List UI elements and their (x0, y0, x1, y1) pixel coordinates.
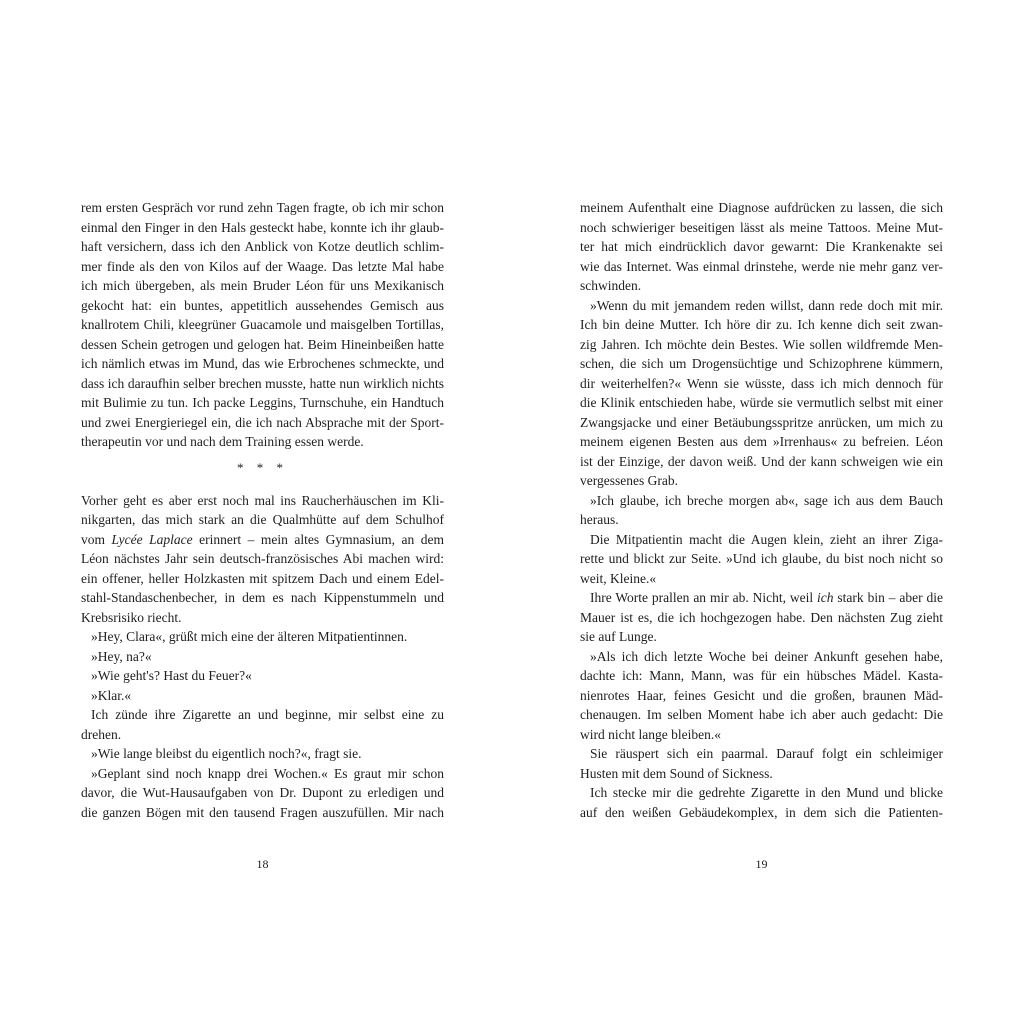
text-line: schwinden. (580, 278, 642, 293)
text-segment: stark bin – aber die (833, 590, 943, 605)
text-line: und zwei Energieriegel ein, die ich nach Absprache mit der Sport- (81, 414, 444, 430)
text-line: ein offener, heller Holzkasten mit spitzem Dach und einem Edel- (81, 570, 444, 586)
text-line: auf den weißen Gebäudekomplex, in dem sich die Patienten- (580, 804, 943, 820)
text-line: ich mich übergeben, als mein Bruder Léon für uns Mexikanisch (81, 278, 444, 293)
text-line: »Wie lange bleibst du eigentlich noch?«, fragt sie. (91, 746, 362, 761)
text-line: therapeutin vor und nach dem Training essen werde. (81, 434, 364, 449)
text-line: knallrotem Chili, kleegrüner Guacamole und maisgelben Tortillas, (81, 317, 444, 332)
text-line: ist der Einzige, der davon weiß. Und der kann schweigen wie ein (580, 453, 943, 469)
text-segment: vom (81, 531, 112, 547)
text-line: »Wie geht's? Hast du Feuer?« (91, 668, 252, 683)
text-line: »Klar.« (91, 687, 132, 703)
text-line: Husten mit dem Sound of Sickness. (580, 765, 773, 781)
text-line: Die Mitpatientin macht die Augen klein, zieht an ihrer Ziga- (590, 531, 943, 547)
right-page-number: 19 (755, 857, 768, 871)
text-line: nienrotes Haar, feines Gesicht und die großen, braunen Mäd- (580, 687, 943, 703)
text-line: mit Bulimie zu tun. Ich packe Leggins, Turnschuhe, ein Handtuch (81, 395, 444, 410)
text-line: weit, Kleine.« (580, 570, 657, 586)
text-line: dachte ich: Mann, Mann, was für ein hübsches Mädel. Kasta- (580, 668, 943, 683)
text-segment: Ihre Worte prallen an mir ab. Nicht, weil (590, 590, 818, 605)
text-line: schen, die sich um Drogensüchtige und Schizophrene kümmern, (580, 356, 943, 371)
text-line: rette und blickt zur Seite. »Und ich glaube, du bist noch nicht so (580, 551, 943, 566)
text-line: chenaugen. Im selben Moment habe ich aber auch gedacht: Die (580, 707, 943, 722)
text-line: ich nämlich etwas im Mund, das wie Erbrochenes schmeckte, und (81, 356, 444, 371)
text-line: meinem eigenen Besten aus dem »Irrenhaus« zu befreien. Léon (580, 434, 943, 449)
text-line (81, 530, 444, 550)
text-line: Ich bin deine Mutter. Ich höre dir zu. Ich kenne dich seit zwan- (580, 317, 943, 332)
text-line: nikgarten, das mich stark an die Qualmhütte auf dem Schulhof (81, 512, 444, 527)
text-line: sie auf Lunge. (580, 629, 657, 644)
text-line: »Hey, Clara«, grüßt mich eine der älteren Mitpatientinnen. (91, 629, 408, 644)
text-line: Mauer ist es, die ich hochgezogen habe. Den nächsten Zug zieht (580, 609, 943, 625)
text-line: zig Jahren. Ich möchte dein Bestes. Wie sollen wildfremde Men- (580, 336, 943, 352)
text-line: »Ich glaube, ich breche morgen ab«, sage ich aus dem Bauch (590, 492, 943, 508)
text-line: Vorher geht es aber erst noch mal ins Raucherhäuschen im Kli- (81, 492, 444, 508)
text-line: drehen. (81, 726, 122, 742)
text-line: heraus. (580, 512, 619, 527)
text-line: wie das Internet. Was einmal drinstehe, werde nie mehr ganz ver- (580, 258, 943, 274)
text-line: Krebsrisiko riecht. (81, 609, 182, 625)
text-line: ter hat mich eindrücklich davor gewarnt: Die Krankenakte sei (580, 239, 943, 254)
text-line: »Als ich dich letzte Woche bei deiner Ankunft gesehen habe, (590, 648, 943, 664)
text-line: Ich stecke mir die gedrehte Zigarette in den Mund und blicke (590, 785, 943, 800)
italic-text: ich (817, 590, 834, 605)
text-line: dir weiterhelfen?« Wenn sie wüsste, dass ich mich dennoch für (580, 375, 943, 391)
section-separator: * * * (237, 460, 288, 475)
text-line: dessen Schein getrogen und gelogen hat. Beim Hineinbeißen hatte (81, 336, 444, 352)
text-line: rem ersten Gespräch vor rund zehn Tagen fragte, ob ich mir schon (81, 200, 444, 215)
text-line: »Hey, na?« (91, 648, 152, 664)
left-page-number: 18 (256, 857, 269, 871)
text-line: Zwangsjacke und einer Betäubungsspritze anrücken, um mich zu (580, 414, 943, 430)
text-line: Léon nächstes Jahr sein deutsch-französisches Abi machen wird: (81, 551, 444, 566)
text-line: stahl-Standaschenbecher, in dem es nach Kippenstummeln und (81, 590, 444, 605)
text-line: noch schwieriger beseitigen lässt als meine Tattoos. Meine Mut- (580, 219, 943, 235)
text-line: einmal den Finger in den Hals gesteckt habe, konnte ich ihr glaub- (81, 219, 444, 235)
text-line (580, 588, 943, 608)
text-line: die Klinik entschieden habe, würde sie vermutlich selbst mit einer (580, 395, 943, 410)
text-line: Ich zünde ihre Zigarette an und beginne, mir selbst eine zu (91, 707, 444, 722)
text-line: Sie räuspert sich ein paarmal. Darauf folgt ein schleimiger (590, 746, 943, 761)
text-line: mer finde als den von Kilos auf der Waage. Das letzte Mal habe (81, 258, 444, 274)
text-line: wird nicht lange bleiben.« (580, 726, 721, 742)
text-line: »Geplant sind noch knapp drei Wochen.« Es graut mir schon (91, 765, 444, 781)
text-line: die ganzen Bögen mit den tausend Fragen auszufüllen. Mir nach (81, 804, 444, 820)
text-line: dass ich daraufhin selber brechen musste, hatte nun wirklich nichts (81, 375, 444, 391)
text-line: gekocht hat: ein buntes, appetitlich aussehendes Gemisch aus (81, 297, 444, 313)
text-segment: erinnert – mein altes Gymnasium, an dem (192, 531, 444, 547)
italic-text: Lycée Laplace (111, 531, 193, 547)
text-line: haft versichern, dass ich den Anblick von Kotze deutlich schlim- (81, 239, 444, 254)
text-line: »Wenn du mit jemandem reden willst, dann rede doch mit mir. (590, 297, 943, 313)
text-line: davor, die Wut-Hausaufgaben von Dr. Dupont zu erledigen und (81, 785, 444, 800)
text-line: vergessenes Grab. (580, 473, 678, 488)
text-line: meinem Aufenthalt eine Diagnose aufdrücken zu lassen, die sich (580, 200, 943, 215)
